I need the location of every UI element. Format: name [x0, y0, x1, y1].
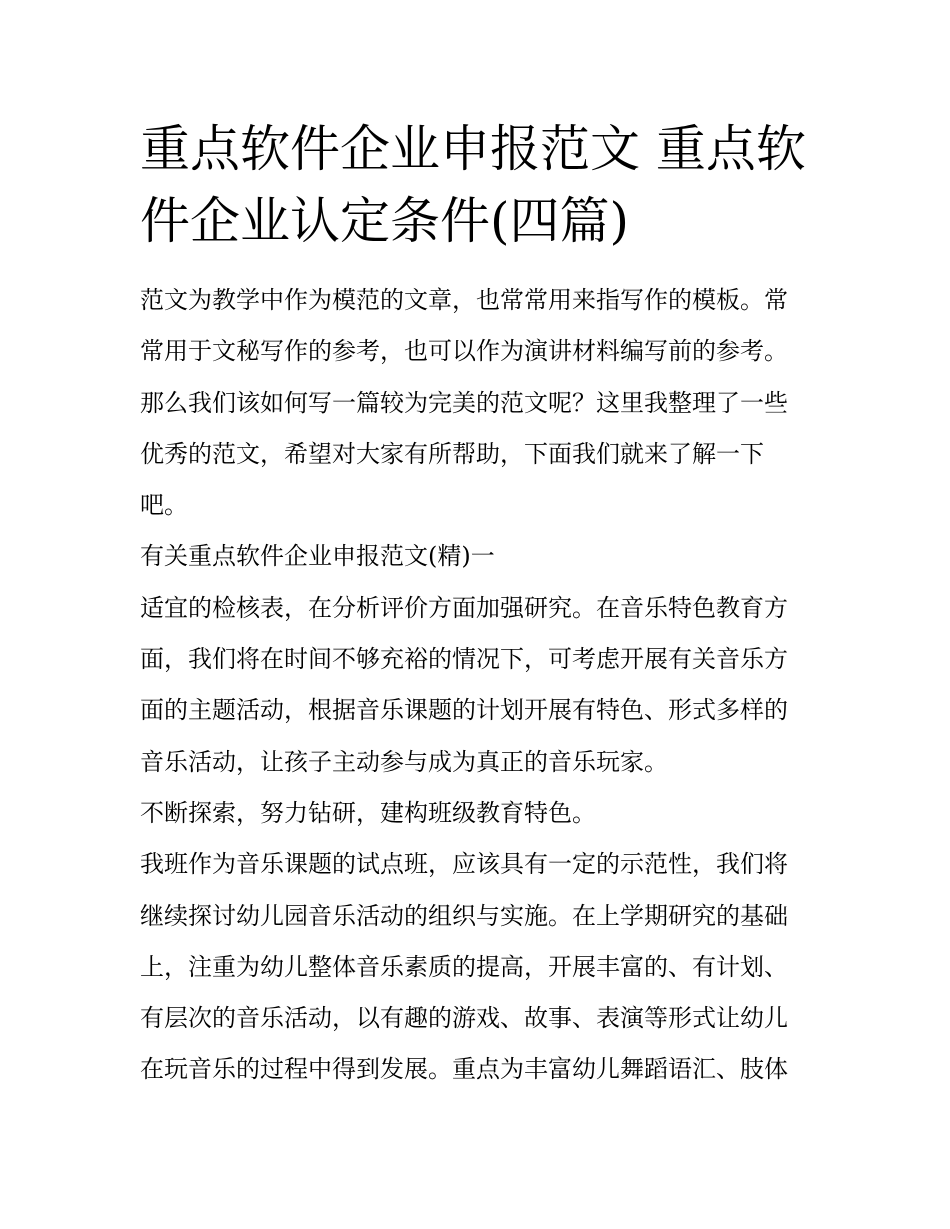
document-title [140, 113, 820, 257]
section-heading: 有关重点软件企业申报范文(精)一 [140, 542, 495, 571]
intro-line-3: 那么我们该如何写一篇较为完美的范文呢？这里我整理了一些 [140, 388, 788, 417]
paragraph-1-line-4: 音乐活动，让孩子主动参与成为真正的音乐玩家。 [140, 747, 668, 776]
intro-line-1: 范文为教学中作为模范的文章，也常常用来指写作的模板。常 [140, 286, 788, 314]
paragraph-3-line-5: 在玩音乐的过程中得到发展。重点为丰富幼儿舞蹈语汇、肢体 [140, 1055, 788, 1084]
paragraph-3-line-2: 继续探讨幼儿园音乐活动的组织与实施。在上学期研究的基础 [140, 901, 788, 930]
paragraph-3-line-3: 上，注重为幼儿整体音乐素质的提高，开展丰富的、有计划、 [140, 952, 788, 981]
paragraph-1-line-3: 面的主题活动，根据音乐课题的计划开展有特色、形式多样的 [140, 696, 788, 725]
paragraph-2-line-1: 不断探索，努力钻研，建构班级教育特色。 [140, 798, 596, 827]
paragraph-1-line-1: 适宜的检核表，在分析评价方面加强研究。在音乐特色教育方 [140, 593, 788, 622]
document-body [140, 275, 830, 1096]
intro-line-5: 吧。 [140, 491, 188, 520]
intro-line-4: 优秀的范文，希望对大家有所帮助，下面我们就来了解一下 [140, 439, 764, 468]
title-line-1: 重点软件企业申报范文 重点软 [140, 120, 806, 178]
paragraph-3-line-4: 有层次的音乐活动，以有趣的游戏、故事、表演等形式让幼儿 [140, 1004, 788, 1033]
title-line-2: 件企业认定条件(四篇) [140, 192, 630, 250]
intro-line-2: 常用于文秘写作的参考，也可以作为演讲材料编写前的参考。 [140, 337, 788, 366]
paragraph-1-line-2: 面，我们将在时间不够充裕的情况下，可考虑开展有关音乐方 [140, 645, 788, 674]
paragraph-3-line-1: 我班作为音乐课题的试点班，应该具有一定的示范性，我们将 [140, 850, 788, 879]
